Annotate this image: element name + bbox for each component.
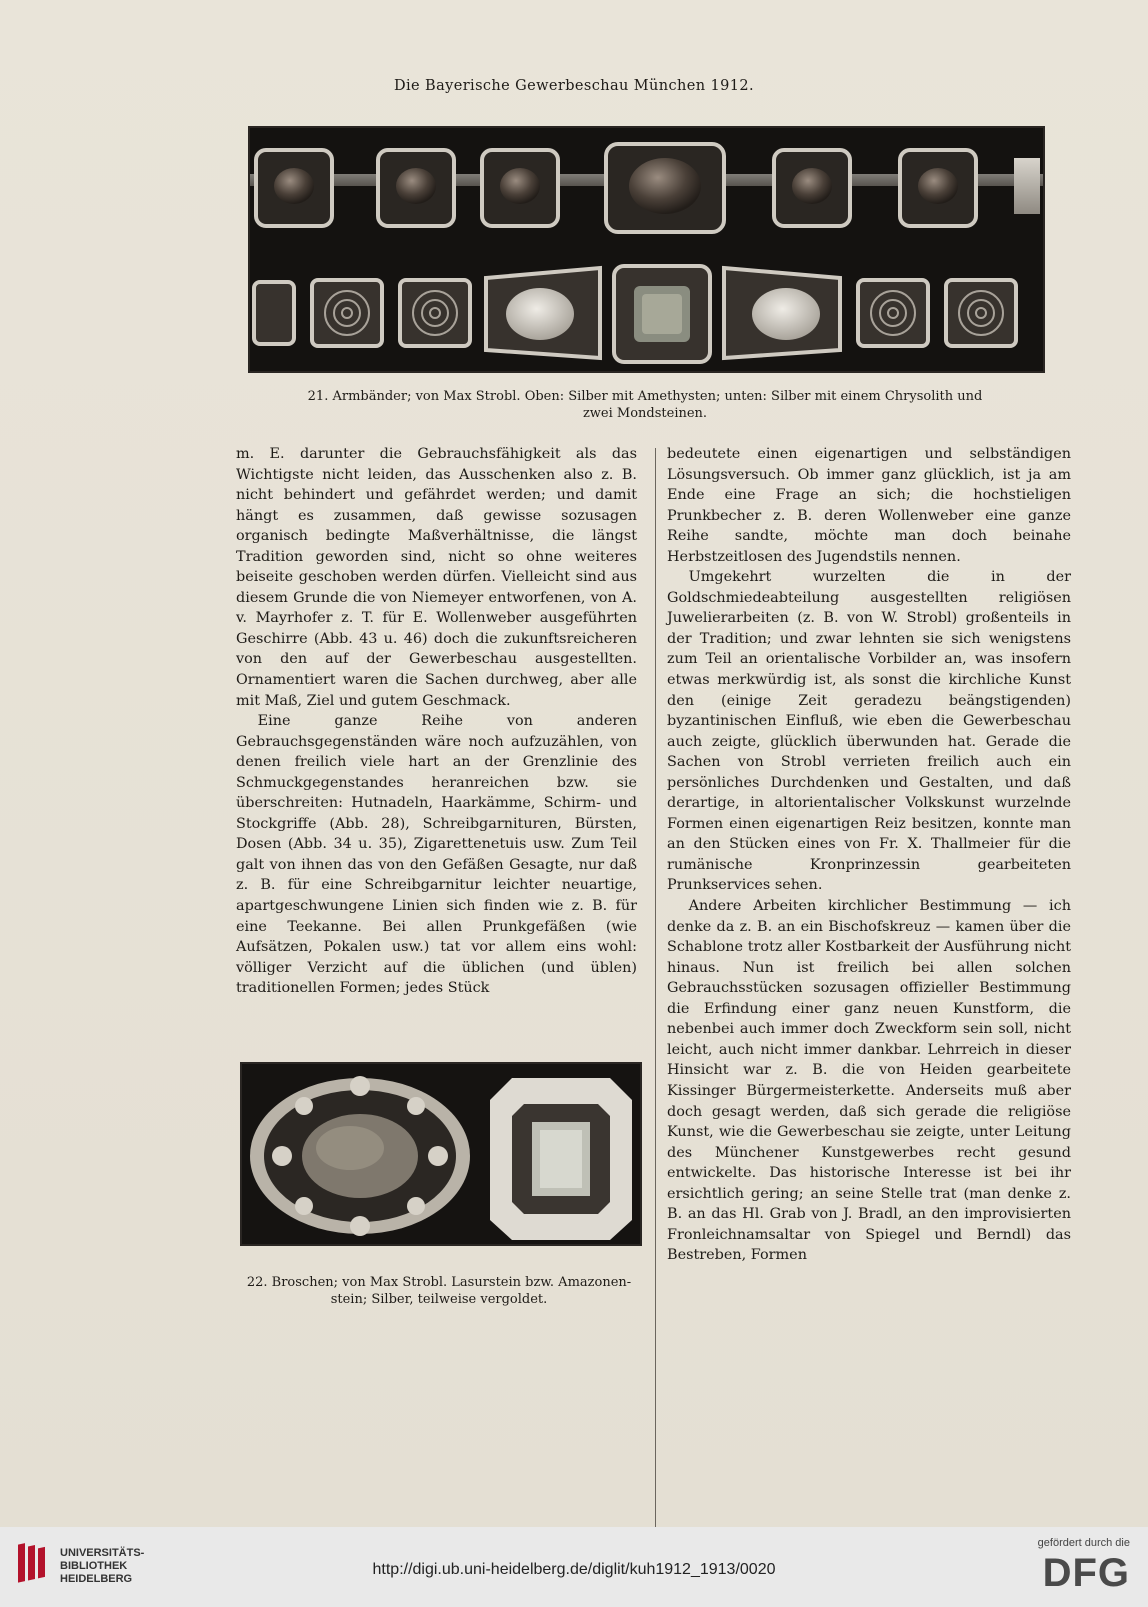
left-text-column — [236, 444, 637, 999]
right-paragraph-2: Umgekehrt wurzelten die in der Goldschmiedeabteilung ausgestellten religiösen Juwelierarbeiten (z. B. von W. Strobl) großenteils in der Tradition; und zwar lehnten sie sich wenigstens zum Teil an orientalische Vorbilder an, was insofern etwas merkwürdig ist, als sonst die kirchliche Kunst den (einige Zeit geradezu beängstigenden) byzantinischen Einfluß, wie eben die Gewerbeschau auch zeigte, glücklich überwunden hat. Gerade die Sachen von Strobl verrieten freilich auch ein persönliches Durchdenken und Gestalten, und daß derartige, in altorientalischer Volkskunst wurzelnde Formen einen eigenartigen Reiz besitzen, konnte man an den Stücken eines von Fr. X. Thallmeier für die rumänische Kronprinzessin gearbeiteten Prunkservices sehen. — [667, 569, 1071, 894]
dfg-logo: DFG — [1042, 1551, 1130, 1595]
figure-21-caption — [245, 388, 1045, 422]
figure-21-caption-line2: zwei Mondsteinen. — [582, 406, 708, 421]
figure-21-caption-line1: 21. Armbänder; von Max Strobl. Oben: Silber mit Amethysten; unten: Silber mit einem Chrysolith und — [307, 389, 983, 404]
library-footer — [0, 1527, 1148, 1607]
column-divider — [655, 448, 656, 1590]
right-paragraph-1: bedeutete einen eigenartigen und selbständigen Lösungsversuch. Ob immer ganz glücklich, ist ja am Ende eine Frage an sich; die hochstieligen Prunkbecher z. B. deren Wollenweber eine ganze Reihe sandte, möchte man doch beinahe Herbstzeitlosen des Jugendstils nennen. — [667, 446, 1071, 565]
institution-line-3: HEIDELBERG — [60, 1573, 133, 1585]
permalink-url[interactable]: http://digi.ub.uni-heidelberg.de/diglit/kuh1912_1913/0020 — [372, 1561, 776, 1578]
institution-line-2: BIBLIOTHEK — [60, 1560, 128, 1572]
running-title: Die Bayerische Gewerbeschau München 1912. — [393, 78, 755, 94]
funding-note: gefördert durch die — [1037, 1537, 1130, 1549]
figure-22-caption — [232, 1274, 646, 1308]
left-paragraph-2: Eine ganze Reihe von anderen Gebrauchsgegenständen wäre noch aufzuzählen, von denen freilich viele hart an der Grenzlinie des Schmuckgegenstandes heranreichen bzw. sie überschreiten: Hutnadeln, Haarkämme, Schirm- und Stockgriffe (Abb. 28), Schreibgarnituren, Bürsten, Dosen (Abb. 34 u. 35), Zigarettenetuis usw. Zum Teil galt von ihnen das von den Gefäßen Gesagte, nur daß z. B. für eine Schreibgarnitur leichter neuartige, apartgeschwungene Linien sich finden wie z. B. für eine Teekanne. Bei allen Prunkgefäßen (wie Aufsätzen, Pokalen usw.) tat vor allem eins wohl: völliger Verzicht auf die üblichen (und üblen) traditionellen Formen; jedes Stück — [236, 713, 637, 997]
right-text-column — [667, 444, 1071, 1266]
bracelets-illustration — [250, 128, 1043, 371]
brooches-illustration — [242, 1064, 640, 1244]
institution-line-1: UNIVERSITÄTS- — [60, 1547, 145, 1559]
figure-22-caption-line1: 22. Broschen; von Max Strobl. Lasurstein bzw. Amazonen- — [246, 1275, 632, 1290]
left-paragraph-1: m. E. darunter die Gebrauchsfähigkeit als das Wichtigste nicht leiden, das Ausschenken also z. B. nicht behindert und gefährdet werden; und damit hängt es zusammen, daß gewisse sozusagen organisch bedingte Maßverhältnisse, die längst Tradition geworden sind, nicht so ohne weiteres beiseite geschoben werden dürfen. Vielleicht sind aus diesem Grunde die von Niemeyer entworfenen, von A. v. Mayrhofer z. T. für E. Wollenweber ausgeführten Geschirre (Abb. 43 u. 46) doch die zukunftsreicheren von den auf der Gewerbeschau ausgestellten. Ornamentiert waren die Sachen durchweg, aber alle mit Maß, Ziel und gutem Geschmack. — [236, 446, 637, 709]
bracelets-photo — [248, 126, 1045, 373]
brooches-photo — [240, 1062, 642, 1246]
right-paragraph-3: Andere Arbeiten kirchlicher Bestimmung — ich denke da z. B. an ein Bischofskreuz — kamen über die Schablone trotz aller Kostbarkeit der Ausführung nicht hinaus. Nun ist freilich bei allen solchen Gebrauchsstücken sozusagen offizieller Bestimmung die Erfindung einer ganz neuen Kunstform, die nebenbei auch immer doch Zweckform sein soll, nicht leicht, auch nicht immer dankbar. Lehrreich in dieser Hinsicht war z. B. die von Heiden gearbeitete Kissinger Bürgermeisterkette. Anderseits muß aber doch gesagt werden, daß sich gerade die religiöse Kunst, wie die Gewerbeschau sie zeigte, unter Leitung des Münchener Kunstgewerbes recht gesund entwickelte. Das historische Interesse ist bei ihr ersichtlich gering; an seine Stelle trat (man denke z. B. an das Hl. Grab von J. Bradl, an den improvisierten Fronleichnamsaltar von Spiegel und Berndl) das Bestreben, Formen — [667, 898, 1071, 1264]
figure-22-caption-line2: stein; Silber, teilweise vergoldet. — [330, 1292, 548, 1307]
